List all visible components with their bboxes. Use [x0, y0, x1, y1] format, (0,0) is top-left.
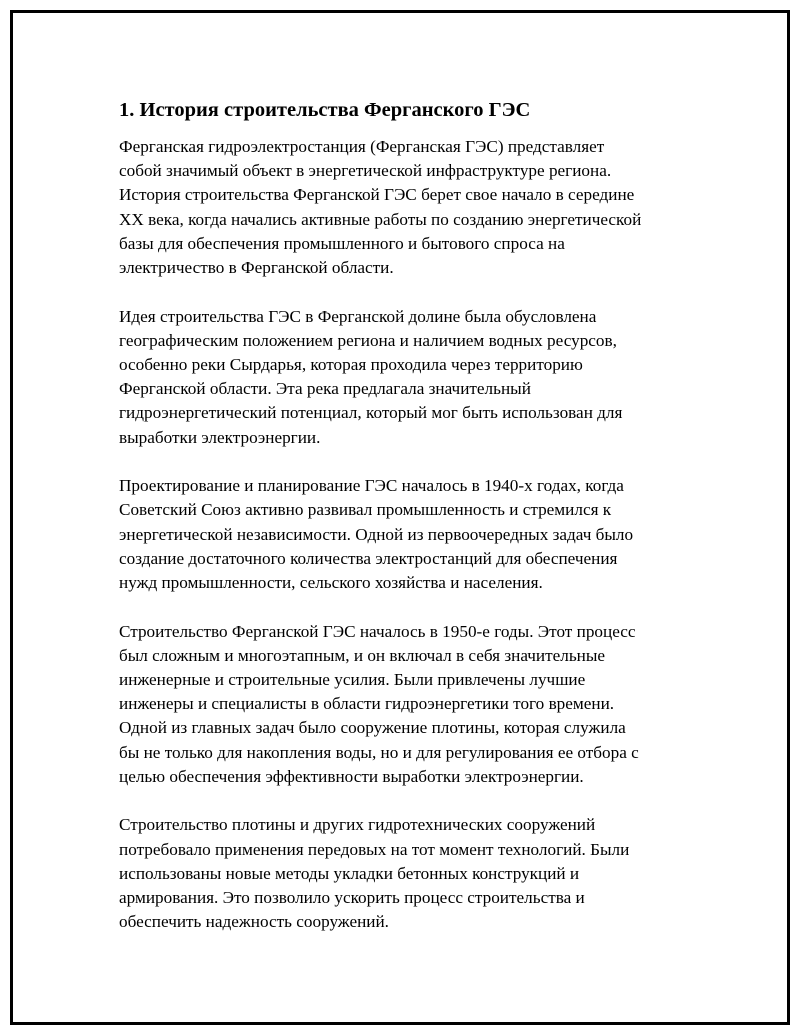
paragraph-line: армирования. Это позволило ускорить процесс строительства и	[119, 888, 585, 908]
paragraph	[119, 474, 699, 595]
paragraph-line: собой значимый объект в энергетической инфраструктуре региона.	[119, 161, 612, 181]
paragraph-line: нужд промышленности, сельского хозяйства и населения.	[119, 573, 543, 593]
paragraph-line: Советский Союз активно развивал промышленность и стремился к	[119, 500, 612, 520]
paragraph-line: базы для обеспечения промышленного и бытового спроса на	[119, 233, 565, 253]
paragraph-line: гидроэнергетический потенциал, который мог быть использован для	[119, 403, 623, 423]
paragraph	[119, 813, 699, 934]
paragraph-line: создание достаточного количества электростанций для обеспечения	[119, 548, 618, 568]
paragraph-line: энергетической независимости. Одной из первоочередных задач было	[119, 524, 634, 544]
paragraph-line: бы не только для накопления воды, но и для регулирования ее отбора с	[119, 742, 639, 762]
paragraph	[119, 620, 699, 789]
paragraph-line: использованы новые методы укладки бетонных конструкций и	[119, 863, 580, 883]
paragraph-line: целью обеспечения эффективности выработки электроэнергии.	[119, 766, 584, 786]
paragraph-line: потребовало применения передовых на тот момент технологий. Были	[119, 839, 630, 859]
paragraph-list	[119, 135, 699, 934]
paragraph-line: был сложным и многоэтапным, и он включал в себя значительные	[119, 645, 606, 665]
paragraph-line: географическим положением региона и наличием водных ресурсов,	[119, 330, 617, 350]
paragraph-line: Строительство плотины и других гидротехнических сооружений	[119, 815, 596, 835]
paragraph-line: инженеры и специалисты в области гидроэнергетики того времени.	[119, 694, 615, 714]
paragraph-line: обеспечить надежность сооружений.	[119, 912, 389, 932]
section-title: 1. История строительства Ферганского ГЭС	[119, 99, 531, 121]
paragraph-line: XX века, когда начались активные работы по созданию энергетической	[119, 209, 642, 229]
paragraph-line: Ферганской области. Эта река предлагала значительный	[119, 379, 531, 399]
paragraph-line: выработки электроэнергии.	[119, 427, 321, 447]
paragraph-line: инженерные и строительные усилия. Были привлечены лучшие	[119, 670, 586, 690]
paragraph-line: Идея строительства ГЭС в Ферганской долине была обусловлена	[119, 306, 597, 326]
paragraph-line: Строительство Ферганской ГЭС началось в 1950-е годы. Этот процесс	[119, 621, 636, 641]
document-content	[119, 97, 699, 959]
paragraph-line: Проектирование и планирование ГЭС началось в 1940-х годах, когда	[119, 476, 624, 496]
paragraph-line: Одной из главных задач было сооружение плотины, которая служила	[119, 718, 626, 738]
paragraph-line: Ферганская гидроэлектростанция (Ферганская ГЭС) представляет	[119, 137, 605, 156]
paragraph	[119, 305, 699, 450]
paragraph-line: электричество в Ферганской области.	[119, 258, 394, 278]
page-frame	[10, 10, 790, 1025]
paragraph-line: История строительства Ферганской ГЭС берет свое начало в середине	[119, 185, 635, 205]
paragraph	[119, 135, 699, 280]
paragraph-line: особенно реки Сырдарья, которая проходила через территорию	[119, 355, 583, 375]
